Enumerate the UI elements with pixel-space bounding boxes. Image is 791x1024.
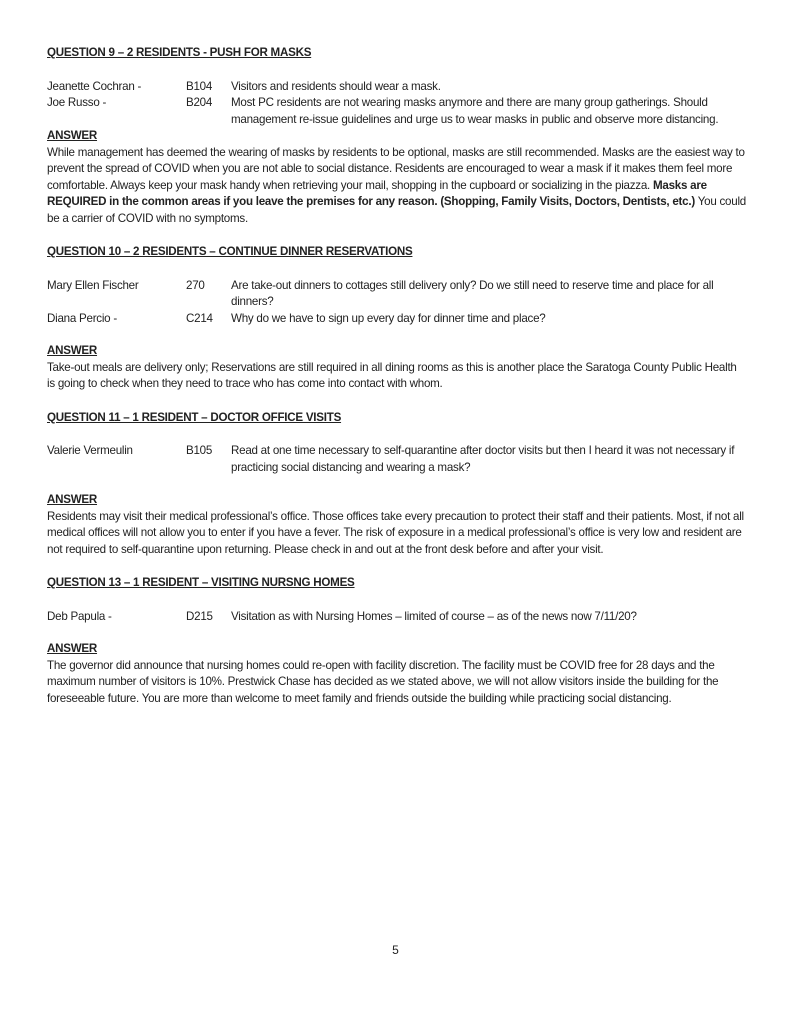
- question-text: Why do we have to sign up every day for dinner time and place?: [231, 311, 546, 325]
- question-row: [47, 278, 747, 311]
- answer-label: ANSWER: [47, 493, 98, 506]
- question-section-13: [47, 575, 747, 707]
- resident-name: Mary Ellen Fischer: [47, 278, 139, 292]
- question-text: Visitation as with Nursing Homes – limited of course – as of the news now 7/11/20?: [231, 609, 637, 623]
- answer-text: The governor did announce that nursing homes could re-open with facility discretion. The facility must be COVID free for 28 days and the maximum number of visitors is 10%. Prestwick Chase has decided as we stated above, we will not allow visitors inside the building for the foreseeable future. You are more than welcome to meet family and friends outside the building while practicing social distancing.: [47, 658, 719, 705]
- question-row: [47, 443, 747, 476]
- resident-unit: B104: [186, 79, 213, 93]
- resident-unit: B204: [186, 96, 213, 109]
- resident-unit: C214: [186, 311, 213, 325]
- question-row: [47, 79, 747, 96]
- question-text: Are take-out dinners to cottages still delivery only? Do we still need to reserve time and place for all dinners?: [231, 278, 714, 308]
- resident-unit: D215: [186, 609, 213, 623]
- question-section-10: [47, 244, 747, 393]
- resident-unit: 270: [186, 278, 205, 292]
- resident-name: Joe Russo -: [47, 96, 107, 109]
- answer-text: [47, 145, 747, 228]
- answer-text: Take-out meals are delivery only; Reservations are still required in all dining rooms as this is another place the Saratoga County Public Health is going to check when they need to trace who has come into contact with whom.: [47, 360, 737, 390]
- resident-name: Jeanette Cochran -: [47, 79, 142, 93]
- question-row: [47, 311, 747, 328]
- section-heading: QUESTION 11 – 1 RESIDENT – DOCTOR OFFICE VISITS: [47, 410, 342, 424]
- resident-name: Valerie Vermeulin: [47, 444, 133, 457]
- question-section-11: [47, 410, 747, 559]
- resident-name: Deb Papula -: [47, 609, 112, 623]
- question-text: Read at one time necessary to self-quarantine after doctor visits but then I heard it was not necessary if practicing social distancing and wearing a mask?: [231, 444, 735, 474]
- section-heading: QUESTION 9 – 2 RESIDENTS - PUSH FOR MASKS: [47, 46, 312, 59]
- answer-text-part: While management has deemed the wearing of masks by residents to be optional, masks are still recommended. Masks are the easiest way to prevent the spread of COVID when you are not able to social distance. Residents are encouraged to wear a mask if it makes them feel more comfortable. Always keep your mask handy when retrieving your mail, shopping in the cupboard or socializing in the piazza.: [47, 145, 745, 192]
- document-page: [47, 45, 747, 707]
- question-section-9: [47, 45, 747, 227]
- question-text: Visitors and residents should wear a mask.: [231, 79, 441, 93]
- answer-text-emphasis: Masks are REQUIRED in the common areas if you leave the premises for any reason. (Shopping, Family Visits, Doctors, Dentists, etc.): [47, 178, 707, 208]
- answer-text-part: You could be a carrier of COVID with no symptoms.: [47, 195, 746, 225]
- answer-label: ANSWER: [47, 344, 98, 357]
- question-row: [47, 609, 747, 626]
- resident-unit: B105: [186, 444, 213, 457]
- answer-text: Residents may visit their medical professional’s office. Those offices take every precaution to protect their staff and their patients. Most, if not all medical offices will not allow you to enter if you have a fever. The risk of exposure in a medical professional’s office is very low and resident are not required to self-quarantine upon returning. Please check in and out at the front desk before and after your visit.: [47, 509, 744, 556]
- question-text: Most PC residents are not wearing masks anymore and there are many group gatherings. Should management re-issue guidelines and urge us to wear masks in public and observe more distancing.: [231, 96, 719, 126]
- resident-name: Diana Percio -: [47, 311, 117, 325]
- question-row: [47, 95, 747, 128]
- section-heading: QUESTION 10 – 2 RESIDENTS – CONTINUE DINNER RESERVATIONS: [47, 245, 413, 258]
- answer-label: ANSWER: [47, 129, 98, 142]
- page-number: 5: [392, 943, 399, 957]
- section-heading: QUESTION 13 – 1 RESIDENT – VISITING NURSNG HOMES: [47, 576, 355, 589]
- answer-label: ANSWER: [47, 642, 98, 655]
